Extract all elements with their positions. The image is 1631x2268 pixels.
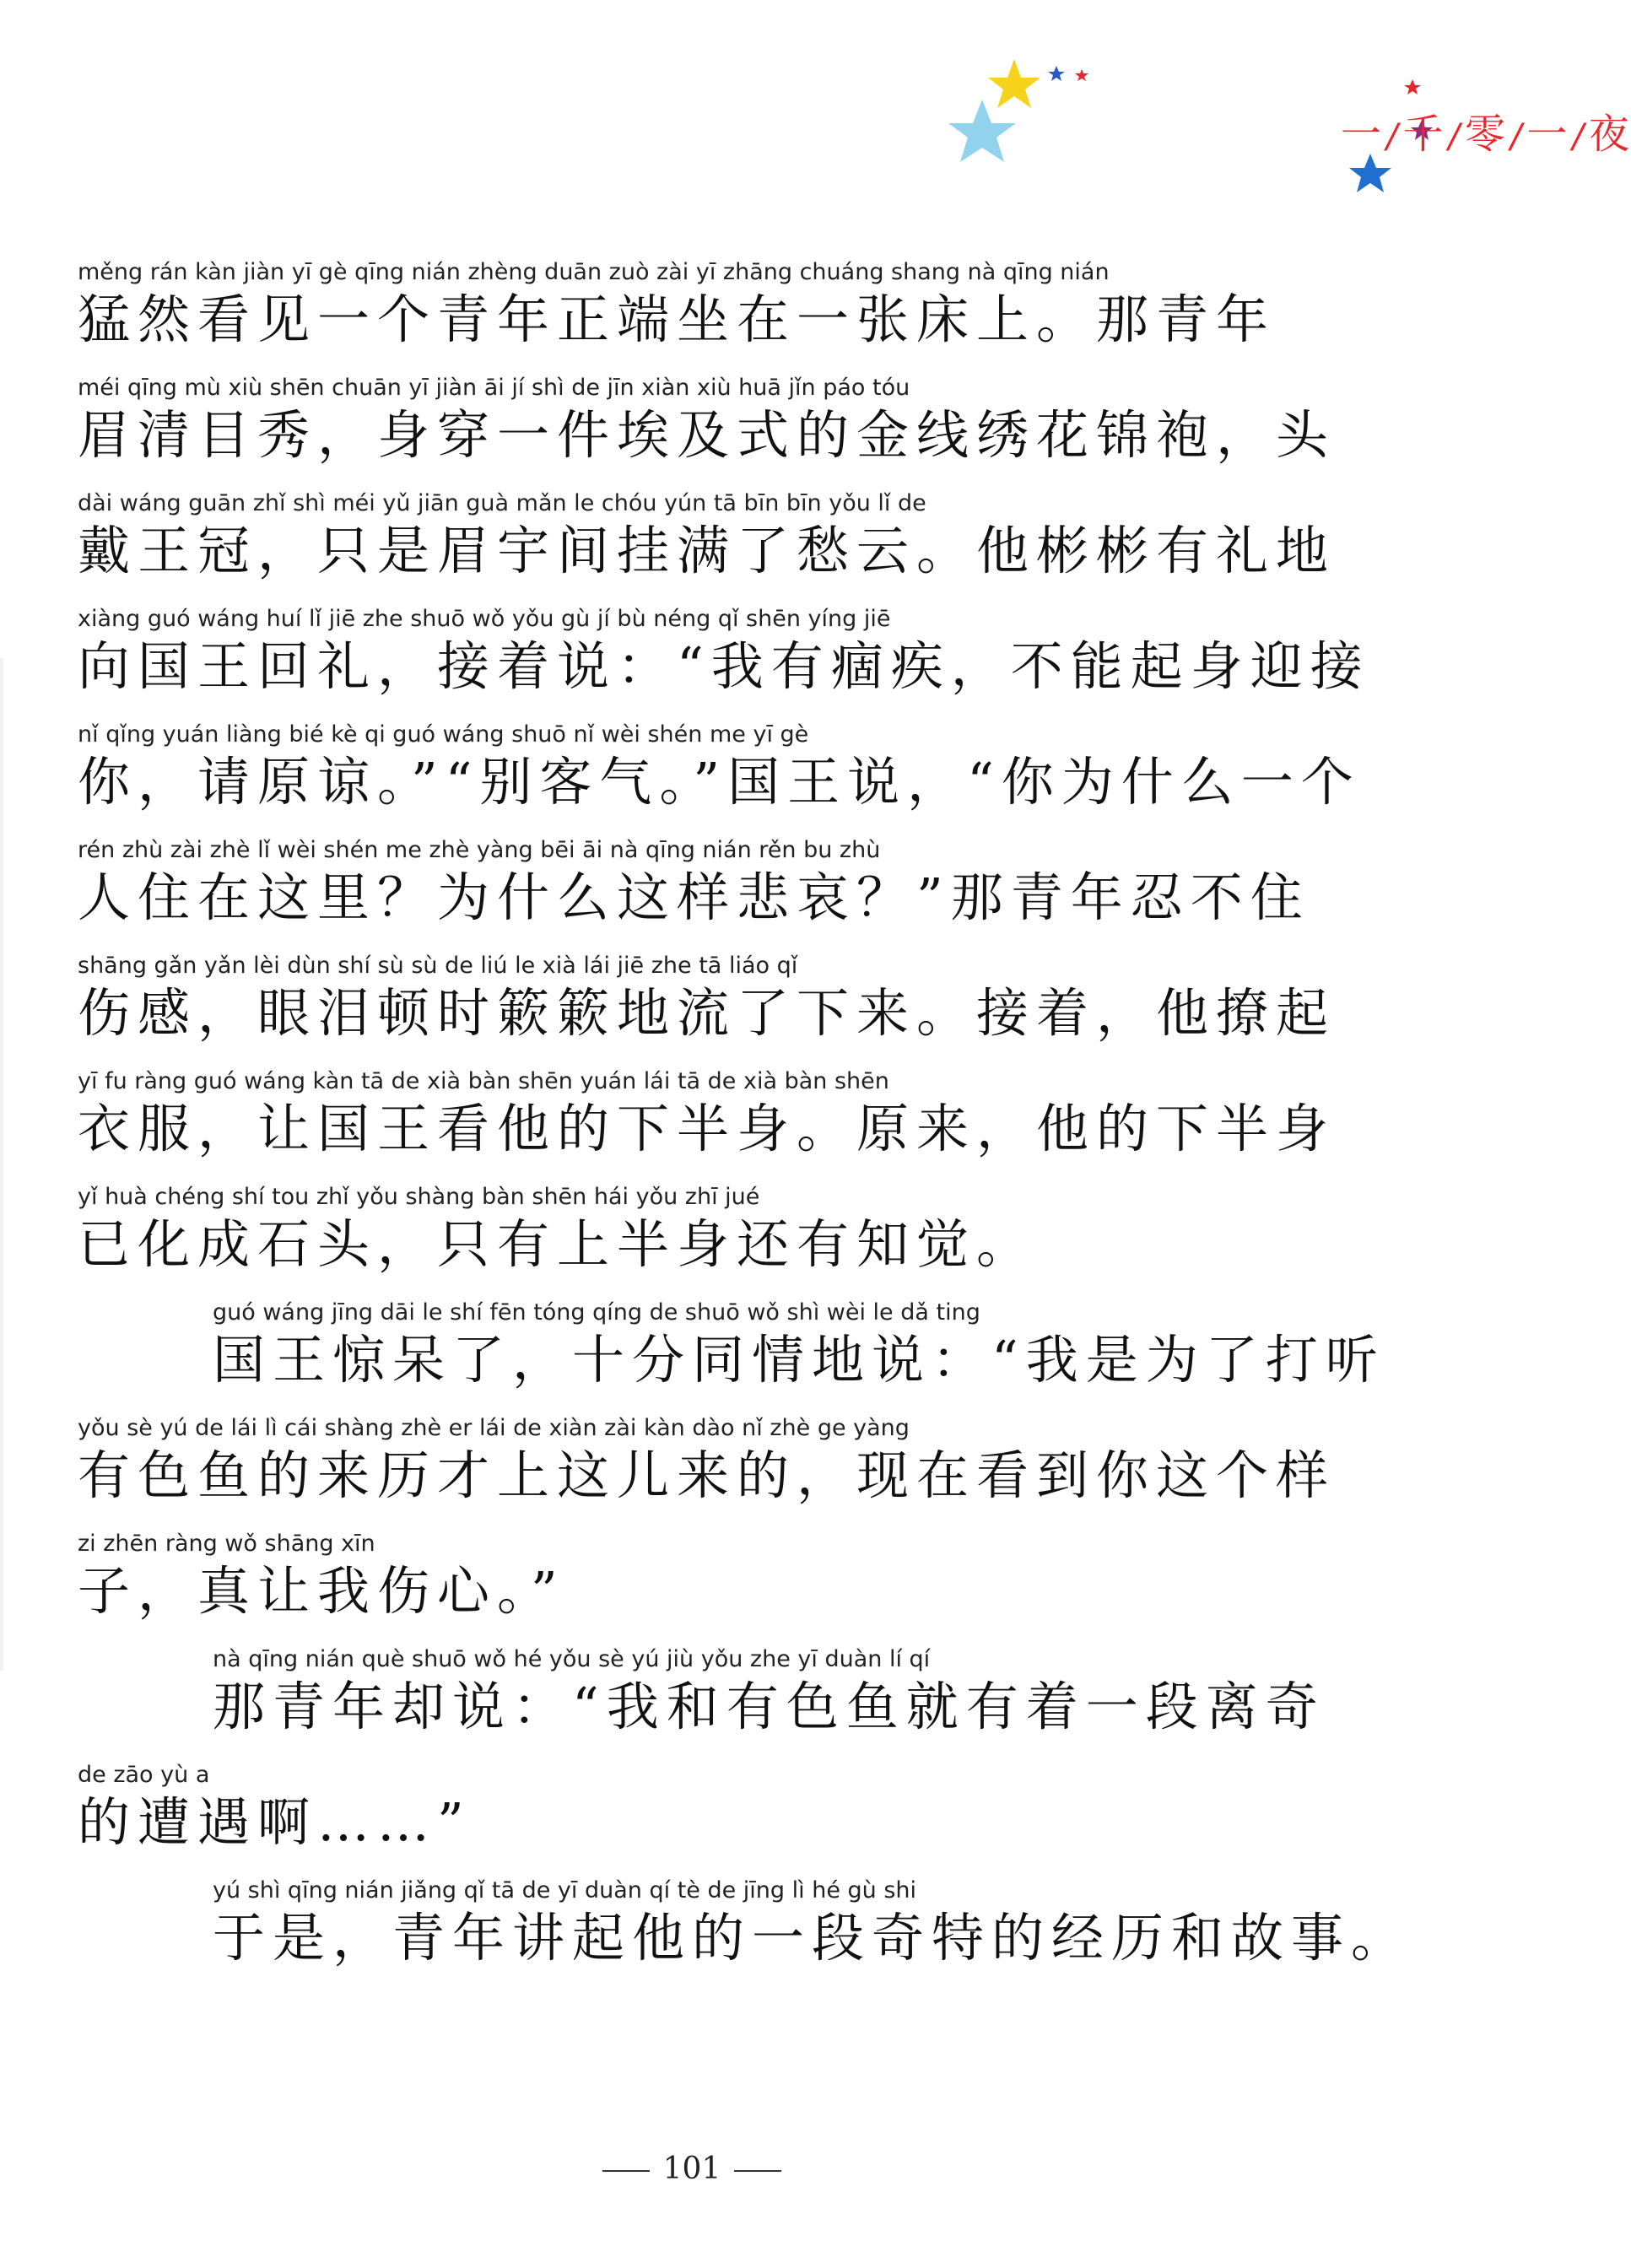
pinyin-line: yǒu sè yú de lái lì cái shàng zhè er lái de xiàn zài kàn dào nǐ zhè ge yàng [78, 1415, 910, 1441]
pinyin-line: xiàng guó wáng huí lǐ jiē zhe shuō wǒ yǒu gù jí bù néng qǐ shēn yíng jiē [78, 606, 891, 632]
title-char: 千 [1402, 111, 1445, 158]
red-small-star-icon [1075, 69, 1088, 81]
page-number-value: 101 [662, 2152, 721, 2186]
title-char: 一 [1526, 111, 1569, 158]
pinyin-line: yú shì qīng nián jiǎng qǐ tā de yī duàn qí tè de jīng lì hé gù shi [213, 1877, 917, 1904]
hanzi-line: 的遭遇啊……” [78, 1791, 472, 1853]
book-title: 一 /千 /零 /一 /夜 [1341, 111, 1631, 158]
hanzi-line: 伤感，眼泪顿时簌簌地流了下来。接着，他撩起 [78, 982, 1337, 1044]
pinyin-line: de zāo yù a [78, 1762, 210, 1788]
text-line [78, 831, 1310, 947]
pinyin-line: yǐ huà chéng shí tou zhǐ yǒu shàng bàn shēn hái yǒu zhī jué [78, 1184, 760, 1210]
text-line [78, 1871, 1412, 1987]
hanzi-line: 国王惊呆了，十分同情地说：“我是为了打听 [213, 1329, 1385, 1390]
hanzi-line: 猛然看见一个青年正端坐在一张床上。那青年 [78, 289, 1277, 350]
page-number-dash-left [602, 2170, 650, 2172]
story-text [78, 253, 1412, 1987]
page-number-dash-right [734, 2170, 781, 2172]
hanzi-line: 人住在这里？为什么这样悲哀？”那青年忍不住 [78, 867, 1310, 928]
hanzi-line: 眉清目秀，身穿一件埃及式的金线绣花锦袍，头 [78, 404, 1337, 466]
hanzi-line: 子，真让我伤心。” [78, 1560, 565, 1622]
title-char: 零 [1465, 111, 1508, 158]
pinyin-line: zi zhēn ràng wǒ shāng xīn [78, 1531, 375, 1557]
text-line [78, 1409, 1337, 1525]
pinyin-line: shāng gǎn yǎn lèi dùn shí sù sù de liú le xià lái jiē zhe tā liáo qǐ [78, 953, 798, 979]
lightblue-star-icon [948, 100, 1016, 162]
hanzi-line: 那青年却说：“我和有色鱼就有着一段离奇 [213, 1676, 1326, 1737]
text-line [78, 1062, 1337, 1178]
hanzi-line: 戴王冠，只是眉宇间挂满了愁云。他彬彬有礼地 [78, 520, 1337, 581]
star-decoration [948, 0, 1488, 194]
pinyin-line: měng rán kàn jiàn yī gè qīng nián zhèng duān zuò zài yī zhāng chuáng shang nà qīng nián [78, 259, 1110, 285]
text-line [78, 369, 1337, 484]
pinyin-line: guó wáng jīng dāi le shí fēn tóng qíng de shuō wǒ shì wèi le dǎ ting [213, 1299, 980, 1326]
hanzi-line: 衣服，让国王看他的下半身。原来，他的下半身 [78, 1098, 1337, 1159]
text-line [78, 600, 1370, 716]
book-header [948, 0, 1631, 194]
pinyin-line: nǐ qǐng yuán liàng bié kè qi guó wáng shuō nǐ wèi shén me yī gè [78, 721, 809, 748]
pinyin-line: dài wáng guān zhǐ shì méi yǔ jiān guà mǎn le chóu yún tā bīn bīn yǒu lǐ de [78, 490, 926, 516]
text-line [78, 947, 1337, 1062]
hanzi-line: 向国王回礼，接着说：“我有痼疾，不能起身迎接 [78, 635, 1370, 697]
pinyin-line: nà qīng nián què shuō wǒ hé yǒu sè yú jiù yǒu zhe yī duàn lí qí [213, 1646, 931, 1672]
text-line [78, 1525, 1301, 1640]
hanzi-line: 于是，青年讲起他的一段奇特的经历和故事。 [213, 1907, 1412, 1968]
text-line [78, 1640, 1326, 1756]
hanzi-line: 已化成石头，只有上半身还有知觉。 [78, 1213, 1037, 1275]
text-line [78, 484, 1337, 600]
text-line [78, 1293, 1385, 1409]
hanzi-line: 你，请原谅。”“别客气。”国王说，“你为什么一个 [78, 751, 1361, 813]
pinyin-line: yī fu ràng guó wáng kàn tā de xià bàn shēn yuán lái tā de xià bàn shēn [78, 1068, 889, 1094]
pinyin-line: rén zhù zài zhè lǐ wèi shén me zhè yàng bēi āi nà qīng nián rěn bu zhù [78, 837, 881, 863]
yellow-star-icon [988, 59, 1040, 108]
scan-edge-shadow [0, 658, 3, 1671]
red-star-icon [1404, 79, 1421, 94]
text-line [78, 253, 1301, 369]
page-number [0, 2152, 1384, 2186]
text-line [78, 1756, 1301, 1871]
title-char: 一 [1341, 111, 1384, 158]
blue-small-star-icon [1048, 66, 1065, 81]
text-line [78, 1178, 1301, 1293]
hanzi-line: 有色鱼的来历才上这儿来的，现在看到你这个样 [78, 1444, 1337, 1506]
title-char: 夜 [1589, 111, 1631, 158]
pinyin-line: méi qīng mù xiù shēn chuān yī jiàn āi jí shì de jīn xiàn xiù huā jǐn páo tóu [78, 375, 910, 401]
text-line [78, 716, 1361, 831]
